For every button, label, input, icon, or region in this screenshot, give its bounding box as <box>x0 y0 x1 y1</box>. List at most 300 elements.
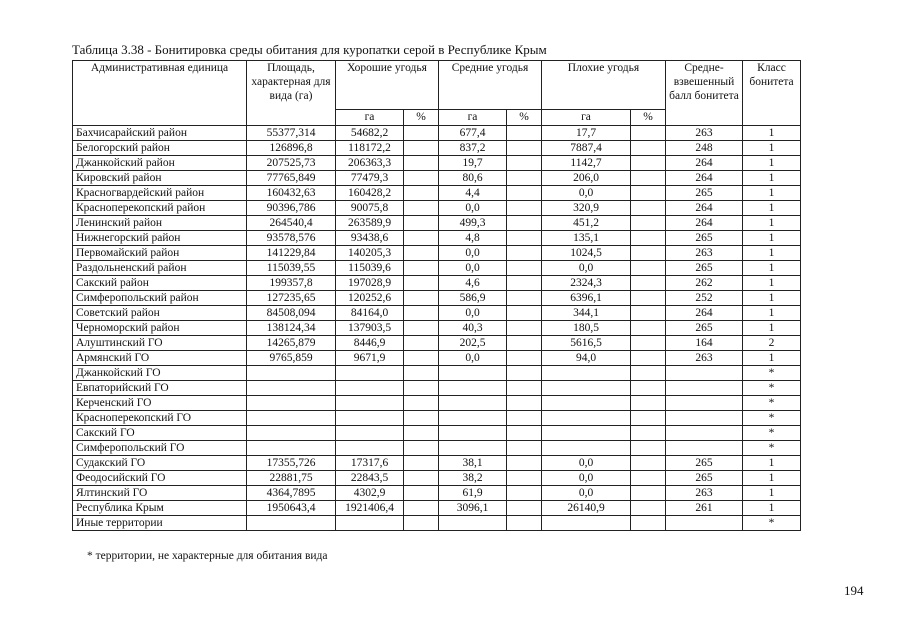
footnote: * территории, не характерные для обитания вида <box>87 550 328 562</box>
cell-class: 1 <box>743 321 801 336</box>
cell-good-pct <box>404 216 439 231</box>
cell-medium-ha: 202,5 <box>439 336 507 351</box>
cell-bad-pct <box>631 171 666 186</box>
cell-bad-ha: 320,9 <box>542 201 631 216</box>
cell-area: 90396,786 <box>247 201 336 216</box>
cell-score: 265 <box>666 321 743 336</box>
cell-medium-ha: 0,0 <box>439 201 507 216</box>
cell-bad-ha: 1024,5 <box>542 246 631 261</box>
cell-score: 264 <box>666 201 743 216</box>
cell-area: 4364,7895 <box>247 486 336 501</box>
cell-class: * <box>743 411 801 426</box>
cell-good-ha: 263589,9 <box>336 216 404 231</box>
cell-good-pct <box>404 141 439 156</box>
cell-area: 93578,576 <box>247 231 336 246</box>
header-good: Хорошие угодья <box>336 61 439 110</box>
cell-medium-ha: 38,1 <box>439 456 507 471</box>
cell-good-ha: 115039,6 <box>336 261 404 276</box>
cell-good-pct <box>404 471 439 486</box>
cell-medium-pct <box>507 501 542 516</box>
cell-good-ha: 206363,3 <box>336 156 404 171</box>
table-row <box>73 306 801 321</box>
cell-bad-ha: 206,0 <box>542 171 631 186</box>
cell-unit-name: Ленинский район <box>73 216 247 231</box>
cell-unit-name: Республика Крым <box>73 501 247 516</box>
cell-good-pct <box>404 381 439 396</box>
cell-area: 17355,726 <box>247 456 336 471</box>
table-row <box>73 516 801 531</box>
cell-area <box>247 441 336 456</box>
subheader-good-pct: % <box>404 110 439 126</box>
cell-bad-pct <box>631 216 666 231</box>
cell-class: 1 <box>743 261 801 276</box>
cell-bad-pct <box>631 306 666 321</box>
cell-good-ha: 118172,2 <box>336 141 404 156</box>
cell-good-pct <box>404 231 439 246</box>
cell-unit-name: Сакский ГО <box>73 426 247 441</box>
cell-medium-pct <box>507 336 542 351</box>
cell-area: 138124,34 <box>247 321 336 336</box>
cell-unit-name: Первомайский район <box>73 246 247 261</box>
cell-bad-ha: 344,1 <box>542 306 631 321</box>
cell-good-pct <box>404 336 439 351</box>
cell-medium-pct <box>507 456 542 471</box>
cell-area <box>247 516 336 531</box>
header-bad: Плохие угодья <box>542 61 666 110</box>
cell-medium-ha: 586,9 <box>439 291 507 306</box>
cell-good-pct <box>404 351 439 366</box>
cell-bad-pct <box>631 516 666 531</box>
cell-bad-ha: 135,1 <box>542 231 631 246</box>
cell-good-pct <box>404 276 439 291</box>
cell-medium-pct <box>507 261 542 276</box>
table-body <box>73 126 801 531</box>
cell-bad-pct <box>631 156 666 171</box>
cell-medium-pct <box>507 306 542 321</box>
cell-unit-name: Евпаторийский ГО <box>73 381 247 396</box>
cell-area: 14265,879 <box>247 336 336 351</box>
table-row <box>73 486 801 501</box>
cell-class: 1 <box>743 171 801 186</box>
header-unit: Административная единица <box>73 61 247 126</box>
cell-medium-ha: 0,0 <box>439 261 507 276</box>
cell-good-ha <box>336 516 404 531</box>
table-row <box>73 126 801 141</box>
table-row <box>73 171 801 186</box>
cell-area <box>247 411 336 426</box>
cell-good-pct <box>404 501 439 516</box>
cell-area: 77765,849 <box>247 171 336 186</box>
cell-medium-pct <box>507 381 542 396</box>
cell-area <box>247 366 336 381</box>
cell-bad-pct <box>631 471 666 486</box>
table-row <box>73 381 801 396</box>
cell-bad-ha <box>542 396 631 411</box>
cell-score: 252 <box>666 291 743 306</box>
cell-bad-pct <box>631 291 666 306</box>
cell-medium-ha: 80,6 <box>439 171 507 186</box>
cell-good-pct <box>404 441 439 456</box>
cell-class: 1 <box>743 306 801 321</box>
cell-class: 1 <box>743 351 801 366</box>
header-medium: Средние угодья <box>439 61 542 110</box>
cell-bad-pct <box>631 201 666 216</box>
cell-good-ha: 140205,3 <box>336 246 404 261</box>
cell-area: 127235,65 <box>247 291 336 306</box>
cell-score: 265 <box>666 231 743 246</box>
cell-medium-ha: 3096,1 <box>439 501 507 516</box>
table-row <box>73 201 801 216</box>
cell-bad-pct <box>631 396 666 411</box>
cell-score <box>666 396 743 411</box>
cell-bad-pct <box>631 381 666 396</box>
cell-good-pct <box>404 126 439 141</box>
cell-medium-pct <box>507 231 542 246</box>
cell-medium-ha <box>439 396 507 411</box>
table-row <box>73 351 801 366</box>
cell-medium-ha: 38,2 <box>439 471 507 486</box>
cell-bad-pct <box>631 231 666 246</box>
cell-medium-pct <box>507 141 542 156</box>
cell-score: 263 <box>666 486 743 501</box>
cell-good-pct <box>404 246 439 261</box>
cell-medium-ha: 19,7 <box>439 156 507 171</box>
cell-bad-pct <box>631 426 666 441</box>
cell-unit-name: Феодосийский ГО <box>73 471 247 486</box>
cell-bad-pct <box>631 141 666 156</box>
table-row <box>73 441 801 456</box>
cell-unit-name: Белогорский район <box>73 141 247 156</box>
cell-bad-ha: 5616,5 <box>542 336 631 351</box>
cell-good-ha <box>336 366 404 381</box>
cell-good-ha <box>336 426 404 441</box>
cell-medium-pct <box>507 486 542 501</box>
page-number: 194 <box>844 583 864 598</box>
cell-bad-ha <box>542 381 631 396</box>
table-row <box>73 276 801 291</box>
cell-bad-ha: 180,5 <box>542 321 631 336</box>
cell-bad-pct <box>631 366 666 381</box>
cell-medium-ha <box>439 381 507 396</box>
cell-medium-pct <box>507 516 542 531</box>
table-caption: Таблица 3.38 - Бонитировка среды обитания для куропатки серой в Республике Крым <box>72 42 547 57</box>
cell-score: 262 <box>666 276 743 291</box>
cell-unit-name: Черноморский район <box>73 321 247 336</box>
cell-bad-ha: 0,0 <box>542 261 631 276</box>
cell-class: * <box>743 426 801 441</box>
cell-bad-ha: 6396,1 <box>542 291 631 306</box>
cell-class: 1 <box>743 246 801 261</box>
cell-medium-pct <box>507 291 542 306</box>
cell-medium-ha <box>439 426 507 441</box>
cell-bad-ha: 17,7 <box>542 126 631 141</box>
cell-medium-ha: 0,0 <box>439 351 507 366</box>
cell-class: 1 <box>743 501 801 516</box>
cell-good-ha: 4302,9 <box>336 486 404 501</box>
cell-good-ha: 120252,6 <box>336 291 404 306</box>
table-row <box>73 501 801 516</box>
cell-good-pct <box>404 321 439 336</box>
cell-class: 1 <box>743 201 801 216</box>
cell-score: 164 <box>666 336 743 351</box>
cell-score <box>666 366 743 381</box>
cell-area: 199357,8 <box>247 276 336 291</box>
cell-score <box>666 381 743 396</box>
cell-area: 22881,75 <box>247 471 336 486</box>
subheader-bad-ha: га <box>542 110 631 126</box>
cell-medium-ha <box>439 516 507 531</box>
cell-class: * <box>743 366 801 381</box>
cell-unit-name: Джанкойский район <box>73 156 247 171</box>
cell-good-ha <box>336 381 404 396</box>
cell-score <box>666 426 743 441</box>
cell-bad-pct <box>631 486 666 501</box>
cell-bad-pct <box>631 456 666 471</box>
cell-class: 1 <box>743 216 801 231</box>
cell-medium-pct <box>507 186 542 201</box>
cell-area <box>247 426 336 441</box>
cell-medium-ha <box>439 366 507 381</box>
cell-bad-pct <box>631 351 666 366</box>
header-area: Площадь, характерная для вида (га) <box>247 61 336 126</box>
cell-score: 264 <box>666 216 743 231</box>
cell-score: 265 <box>666 471 743 486</box>
table-row <box>73 186 801 201</box>
cell-good-pct <box>404 456 439 471</box>
cell-bad-pct <box>631 336 666 351</box>
cell-bad-ha: 1142,7 <box>542 156 631 171</box>
cell-class: * <box>743 516 801 531</box>
cell-medium-ha: 40,3 <box>439 321 507 336</box>
cell-medium-pct <box>507 246 542 261</box>
cell-class: 1 <box>743 471 801 486</box>
cell-good-ha: 197028,9 <box>336 276 404 291</box>
cell-unit-name: Бахчисарайский район <box>73 126 247 141</box>
cell-unit-name: Красноперекопский ГО <box>73 411 247 426</box>
cell-bad-ha <box>542 411 631 426</box>
cell-class: 1 <box>743 291 801 306</box>
cell-score: 264 <box>666 171 743 186</box>
cell-medium-ha: 0,0 <box>439 306 507 321</box>
cell-good-pct <box>404 411 439 426</box>
subheader-medium-pct: % <box>507 110 542 126</box>
cell-medium-pct <box>507 156 542 171</box>
cell-score: 263 <box>666 246 743 261</box>
cell-score: 265 <box>666 261 743 276</box>
cell-bad-ha <box>542 516 631 531</box>
cell-good-ha: 160428,2 <box>336 186 404 201</box>
cell-good-ha: 77479,3 <box>336 171 404 186</box>
cell-bad-ha: 0,0 <box>542 456 631 471</box>
cell-unit-name: Советский район <box>73 306 247 321</box>
cell-good-ha: 22843,5 <box>336 471 404 486</box>
cell-class: 1 <box>743 156 801 171</box>
table-row <box>73 231 801 246</box>
cell-good-pct <box>404 156 439 171</box>
cell-area <box>247 381 336 396</box>
cell-unit-name: Керченский ГО <box>73 396 247 411</box>
cell-unit-name: Ялтинский ГО <box>73 486 247 501</box>
cell-bad-pct <box>631 261 666 276</box>
cell-unit-name: Иные территории <box>73 516 247 531</box>
cell-medium-pct <box>507 396 542 411</box>
cell-unit-name: Красноперекопский район <box>73 201 247 216</box>
cell-class: 1 <box>743 141 801 156</box>
cell-class: * <box>743 441 801 456</box>
cell-medium-pct <box>507 321 542 336</box>
cell-score: 265 <box>666 456 743 471</box>
cell-good-pct <box>404 291 439 306</box>
cell-score: 261 <box>666 501 743 516</box>
cell-medium-ha: 4,6 <box>439 276 507 291</box>
cell-good-pct <box>404 426 439 441</box>
cell-medium-ha: 0,0 <box>439 246 507 261</box>
table-row <box>73 411 801 426</box>
cell-bad-ha: 2324,3 <box>542 276 631 291</box>
cell-medium-pct <box>507 351 542 366</box>
cell-bad-ha: 0,0 <box>542 186 631 201</box>
header-class: Класс бонитета <box>743 61 801 126</box>
cell-area: 9765,859 <box>247 351 336 366</box>
cell-area <box>247 396 336 411</box>
cell-good-pct <box>404 186 439 201</box>
cell-area: 207525,73 <box>247 156 336 171</box>
cell-bad-ha: 94,0 <box>542 351 631 366</box>
cell-good-pct <box>404 261 439 276</box>
cell-good-ha <box>336 441 404 456</box>
cell-good-pct <box>404 171 439 186</box>
cell-good-ha: 93438,6 <box>336 231 404 246</box>
cell-medium-pct <box>507 276 542 291</box>
cell-class: 1 <box>743 231 801 246</box>
table-row <box>73 426 801 441</box>
cell-area: 115039,55 <box>247 261 336 276</box>
table-row <box>73 321 801 336</box>
cell-medium-pct <box>507 411 542 426</box>
cell-good-pct <box>404 396 439 411</box>
cell-score: 248 <box>666 141 743 156</box>
cell-good-pct <box>404 366 439 381</box>
cell-good-ha: 9671,9 <box>336 351 404 366</box>
subheader-bad-pct: % <box>631 110 666 126</box>
cell-unit-name: Сакский район <box>73 276 247 291</box>
cell-area: 84508,094 <box>247 306 336 321</box>
bonitet-table <box>72 60 801 531</box>
cell-score: 264 <box>666 306 743 321</box>
cell-medium-ha: 677,4 <box>439 126 507 141</box>
cell-good-ha: 84164,0 <box>336 306 404 321</box>
cell-good-ha <box>336 411 404 426</box>
cell-medium-pct <box>507 426 542 441</box>
cell-class: * <box>743 381 801 396</box>
cell-good-pct <box>404 201 439 216</box>
cell-score: 263 <box>666 126 743 141</box>
cell-good-ha: 8446,9 <box>336 336 404 351</box>
cell-unit-name: Кировский район <box>73 171 247 186</box>
cell-good-ha <box>336 396 404 411</box>
cell-area: 1950643,4 <box>247 501 336 516</box>
cell-area: 55377,314 <box>247 126 336 141</box>
cell-score: 265 <box>666 186 743 201</box>
cell-unit-name: Симферопольский район <box>73 291 247 306</box>
cell-score: 263 <box>666 351 743 366</box>
subheader-medium-ha: га <box>439 110 507 126</box>
cell-bad-ha: 0,0 <box>542 486 631 501</box>
cell-class: 1 <box>743 186 801 201</box>
cell-good-ha: 17317,6 <box>336 456 404 471</box>
cell-score <box>666 411 743 426</box>
cell-medium-ha: 4,4 <box>439 186 507 201</box>
cell-bad-pct <box>631 246 666 261</box>
cell-bad-pct <box>631 321 666 336</box>
cell-bad-pct <box>631 501 666 516</box>
cell-class: * <box>743 396 801 411</box>
table-row <box>73 396 801 411</box>
table-row <box>73 156 801 171</box>
cell-good-ha: 137903,5 <box>336 321 404 336</box>
cell-unit-name: Алуштинский ГО <box>73 336 247 351</box>
table-row <box>73 366 801 381</box>
cell-bad-ha <box>542 441 631 456</box>
cell-bad-pct <box>631 186 666 201</box>
cell-bad-ha <box>542 426 631 441</box>
cell-medium-pct <box>507 471 542 486</box>
cell-medium-ha: 61,9 <box>439 486 507 501</box>
cell-class: 1 <box>743 126 801 141</box>
cell-area: 141229,84 <box>247 246 336 261</box>
cell-good-ha: 1921406,4 <box>336 501 404 516</box>
table-row <box>73 471 801 486</box>
cell-unit-name: Джанкойский ГО <box>73 366 247 381</box>
cell-unit-name: Красногвардейский район <box>73 186 247 201</box>
cell-score <box>666 441 743 456</box>
cell-medium-pct <box>507 441 542 456</box>
cell-good-pct <box>404 306 439 321</box>
cell-bad-ha: 7887,4 <box>542 141 631 156</box>
cell-good-ha: 54682,2 <box>336 126 404 141</box>
cell-area: 160432,63 <box>247 186 336 201</box>
cell-good-pct <box>404 486 439 501</box>
cell-bad-pct <box>631 276 666 291</box>
cell-unit-name: Раздольненский район <box>73 261 247 276</box>
cell-class: 1 <box>743 456 801 471</box>
cell-medium-pct <box>507 126 542 141</box>
subheader-good-ha: га <box>336 110 404 126</box>
header-score: Средне-взвешенный балл бонитета <box>666 61 743 126</box>
cell-unit-name: Симферопольский ГО <box>73 441 247 456</box>
cell-medium-pct <box>507 216 542 231</box>
table-row <box>73 216 801 231</box>
cell-medium-ha <box>439 411 507 426</box>
table-row <box>73 246 801 261</box>
cell-bad-pct <box>631 441 666 456</box>
cell-medium-ha: 499,3 <box>439 216 507 231</box>
cell-medium-pct <box>507 366 542 381</box>
cell-area: 126896,8 <box>247 141 336 156</box>
cell-bad-ha: 0,0 <box>542 471 631 486</box>
cell-score: 264 <box>666 156 743 171</box>
cell-class: 1 <box>743 486 801 501</box>
table-row <box>73 261 801 276</box>
table-row <box>73 456 801 471</box>
cell-medium-pct <box>507 201 542 216</box>
table-row <box>73 336 801 351</box>
table-row <box>73 141 801 156</box>
cell-bad-ha: 451,2 <box>542 216 631 231</box>
cell-class: 1 <box>743 276 801 291</box>
table-row <box>73 291 801 306</box>
cell-good-ha: 90075,8 <box>336 201 404 216</box>
